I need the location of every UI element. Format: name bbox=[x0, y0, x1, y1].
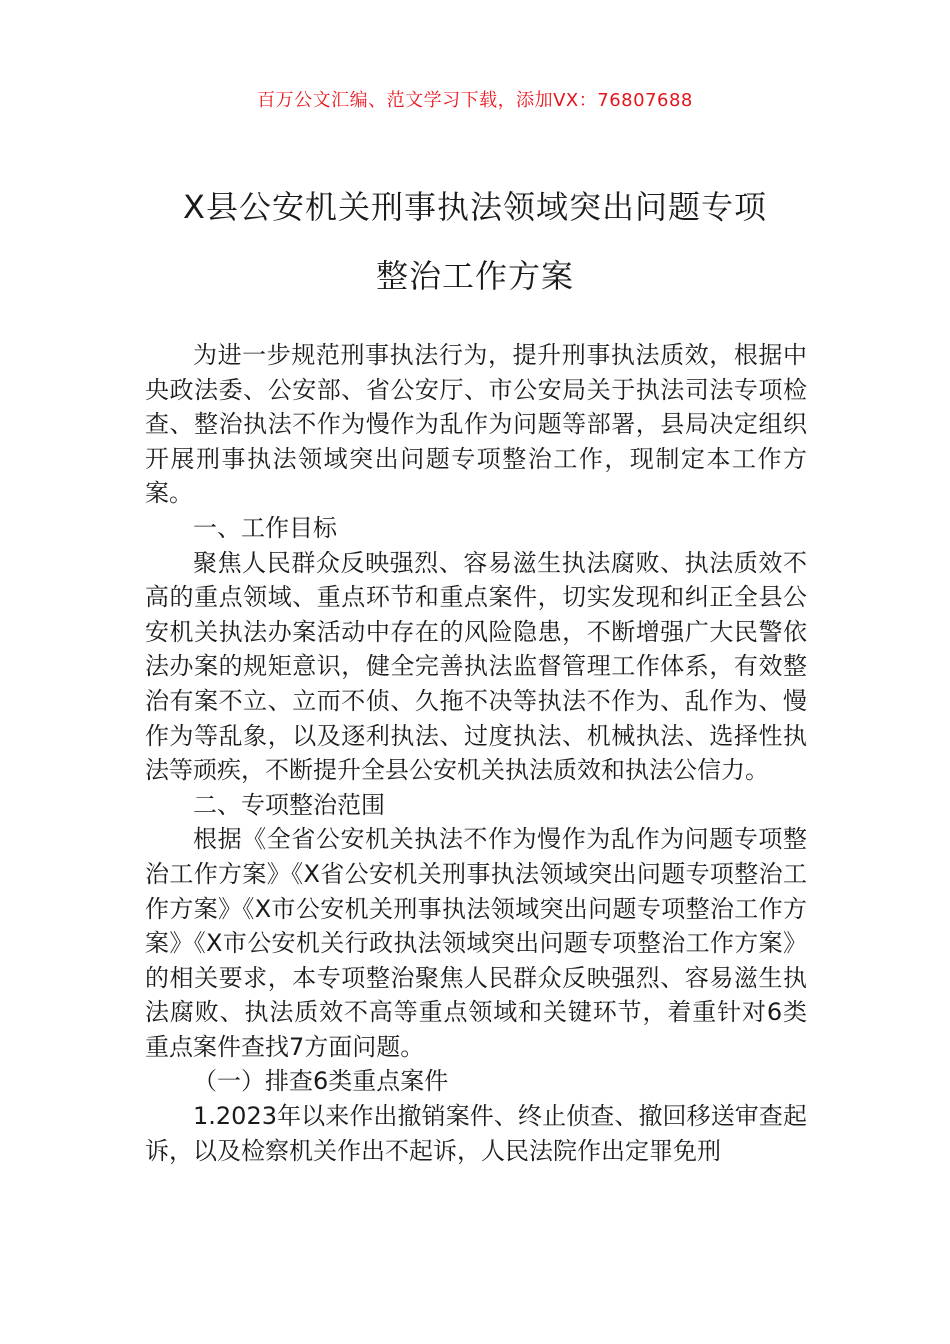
document-title-line-1: X县公安机关刑事执法领域突出问题专项 bbox=[183, 188, 767, 226]
header-note: 百万公文汇编、范文学习下载，添加VX：76807688 bbox=[257, 90, 693, 111]
intro-paragraph: 为进一步规范刑事执法行为，提升刑事执法质效，根据中央政法委、公安部、省公安厅、市公安局关于执法司法专项检查、整治执法不作为慢作为乱作为问题等部署，县局决定组织开展刑事执法领域突出问题专项整治工作，现制定本工作方案。 bbox=[145, 341, 807, 508]
document-title-line-2: 整治工作方案 bbox=[375, 257, 574, 295]
document-body bbox=[145, 338, 807, 1168]
section-heading-work-goals: 一、工作目标 bbox=[193, 513, 337, 542]
section-heading-scope: 二、专项整治范围 bbox=[193, 790, 385, 819]
scope-paragraph: 根据《全省公安机关执法不作为慢作为乱作为问题专项整治工作方案》《X省公安机关刑事执法领域突出问题专项整治工作方案》《X市公安机关刑事执法领域突出问题专项整治工作方案》《X市公安机关行政执法领域突出问题专项整治工作方案》的相关要求，本专项整治聚焦人民群众反映强烈、容易滋生执法腐败、执法质效不高等重点领域和关键环节，着重针对6类重点案件查找7方面问题。 bbox=[145, 825, 807, 1061]
work-goals-paragraph: 聚焦人民群众反映强烈、容易滋生执法腐败、执法质效不高的重点领域、重点环节和重点案件，切实发现和纠正全县公安机关执法办案活动中存在的风险隐患，不断增强广大民警依法办案的规矩意识，健全完善执法监督管理工作体系，有效整治有案不立、立而不侦、久拖不决等执法不作为、乱作为、慢作为等乱象，以及逐利执法、过度执法、机械执法、选择性执法等顽疾，不断提升全县公安机关执法质效和执法公信力。 bbox=[145, 548, 807, 785]
key-cases-item-1: 1.2023年以来作出撤销案件、终止侦查、撤回移送审查起诉，以及检察机关作出不起诉，人民法院作出定罪免刑 bbox=[145, 1102, 807, 1165]
subsection-heading-key-cases: （一）排查6类重点案件 bbox=[193, 1067, 449, 1096]
